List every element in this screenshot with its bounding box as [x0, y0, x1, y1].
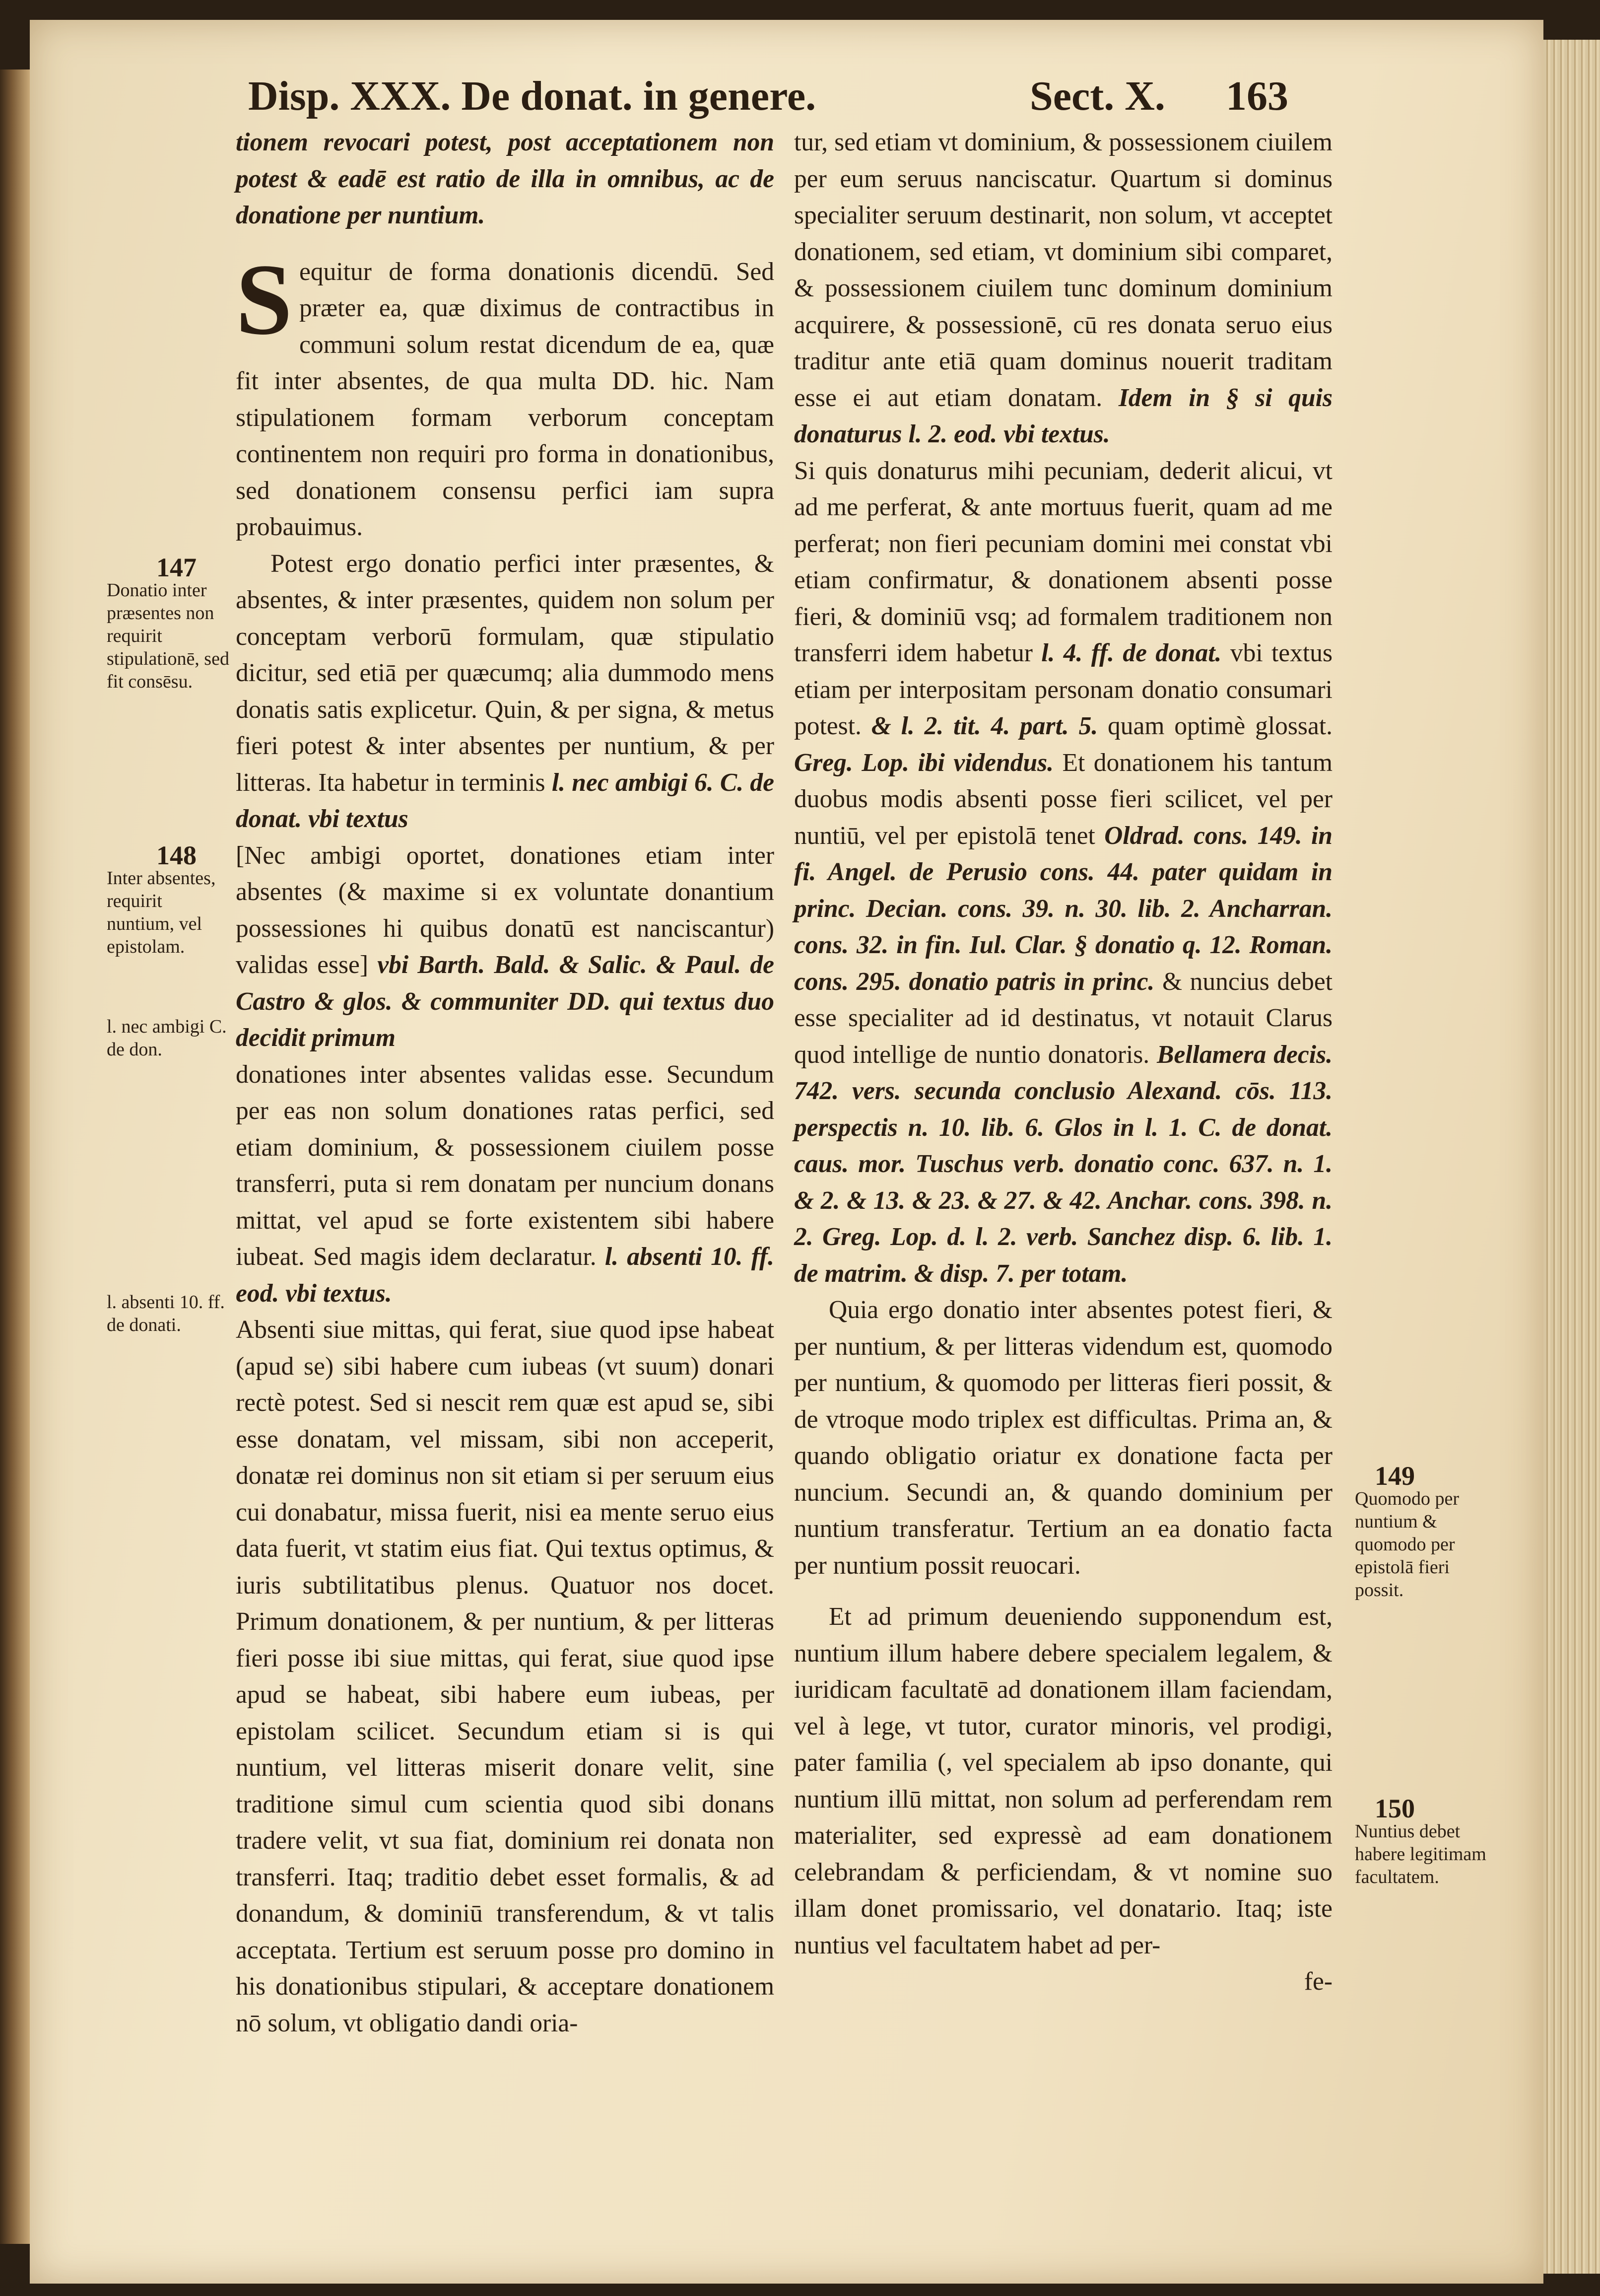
paragraph-right-5-text: Et donationem his tantum duobus modis absenti posse fieri scilicet, vel per nuntiū, vel per epistolā tenet — [794, 748, 1333, 850]
citation: & l. 2. tit. 4. part. 5. — [871, 712, 1098, 740]
margin-number: 147 — [156, 553, 197, 582]
margin-text: l. nec ambigi C. de don. — [107, 1016, 227, 1060]
running-title: Disp. XXX. De donat. in genere. — [248, 73, 816, 119]
quote-text: [Nec ambigi oportet, donationes etiam inter absentes (& maxime si ex voluntate donantium possessiones hi quibus donatū est nanciscantur) validas esse] — [236, 841, 774, 979]
margin-note-150 — [1355, 1794, 1494, 1888]
margin-text: l. absenti 10. ff. de donati. — [107, 1292, 225, 1335]
paragraph-cont-text: donationes inter absentes validas esse. Secundum per eas non solum donationes ratas perfici, sed etiam dominium, & possessionem ciuilem posse transferri, puta si rem donatam per nuncium donans mittat, vel apud se forte existentem sibi habere iubeat. Sed magis idem declaratur. — [236, 1060, 774, 1271]
citation: Oldrad. cons. 149. in fi. Angel. de Perusio cons. 44. pater quidam in princ. Decian. cons. 39. n. 30. lib. 2. Ancharran. cons. 32. in fin. Iul. Clar. § donatio q. 12. Roman. cons. 295. donatio patris in princ. — [794, 821, 1333, 996]
margin-note-148 — [107, 840, 231, 958]
margin-number: 148 — [156, 840, 197, 870]
paragraph-147-text: Potest ergo donatio perfici inter præsentes, & absentes, & inter præsentes, quidem non solum per conceptam verborū formulam, quæ stipulatio dicitur, sed etiā per quæcumq; alia dummodo mens donatis satis explicetur. Quin, & per signa, & metus fieri potest & inter absentes per nuntium, & per litteras. Ita habetur in terminis — [236, 549, 774, 797]
paragraph-150: Et ad primum deueniendo supponendum est, nuntium illum habere debere specialem legalem, & iuridicam facultatē ad donationem illam faciendam, vel à lege, vt tutor, curator minoris, vel prodigi, pater familia (, vel specialem ab ipso donante, qui nuntium illū mittat, non solum ad perferendam rem materialiter, sed expressè ad eam donationem celebrandam & perficiendam, & vt nomine suo illam donet promissario, vel donatario. Itaq; iste nuntius vel facultatem habet ad per- — [794, 1602, 1333, 1959]
left-column — [236, 124, 774, 2041]
paragraph-right-1 — [794, 124, 1333, 453]
margin-number: 150 — [1375, 1794, 1415, 1823]
paragraph-cont — [236, 1056, 774, 1312]
margin-note-149 — [1355, 1461, 1494, 1601]
paragraph-right-3-text: vbi textus etiam per interpositam personam donatio consumari potest. — [794, 639, 1333, 740]
margin-note-nec-ambigi — [107, 1015, 231, 1061]
page-edges-stack — [1543, 40, 1600, 2274]
section-label: Sect. X. — [1030, 73, 1165, 119]
section-heading: tionem revocari potest, post acceptationem non potest & eadē est ratio de illa in omnibus, ac de donatione per nuntium. — [236, 128, 774, 229]
citation: Bellamera decis. 742. vers. secunda conclusio Alexand. cōs. 113. perspectis n. 10. lib. 6. Glos in l. 1. C. de donat. caus. mor. Tuschus verb. donatio conc. 637. n. 1. & 2. & 13. & 23. & 27. & 42. Anchar. cons. 398. n. 2. Greg. Lop. d. l. 2. verb. Sanchez disp. 6. lib. 1. de matrim. & disp. 7. per totam. — [794, 1040, 1333, 1288]
citation: vbi Barth. Bald. & Salic. & Paul. de Castro & glos. & communiter DD. qui textus duo decidit primum — [236, 951, 775, 1052]
citation: l. 4. ff. de donat. — [1041, 639, 1222, 667]
page-header — [248, 72, 1330, 127]
drop-cap: S — [236, 243, 293, 356]
paragraph-quote — [236, 837, 774, 1056]
citation: l. nec ambigi 6. C. de donat. vbi textus — [236, 768, 774, 833]
margin-note-147 — [107, 553, 231, 693]
catchword: fe- — [1304, 1967, 1333, 1996]
citation: Idem in § si quis donaturus l. 2. eod. vbi textus. — [794, 383, 1333, 448]
paragraph-right-6-text: & nuncius debet esse specialiter ad id destinatus, vt notauit Clarus quod intellige de nuntio donatoris. — [794, 967, 1333, 1069]
paragraph-right-4-text: quam optimè glossat. — [1108, 712, 1333, 740]
paragraph-intro — [236, 243, 774, 546]
paragraph-absenti: Absenti siue mittas, qui ferat, siue quod ipse habeat (apud se) sibi habere cum iubeas (vt suum) donari rectè potest. Sed si nescit rem quæ est apud se, sibi esse donatam, vel missam, sibi non acceperit, donatæ rei dominus non sit etiam si per seruum eius cui donabatur, missa fuerit, nisi ea mente seruo eius data fuerit, vt statim eius fiat. Qui textus optimus, & iuris subtilitatibus plenus. Quatuor nos docet. Primum donationem, & per nuntium, & per litteras fieri posse ibi siue mittas, qui ferat, siue quod ipse apud se habeat, sibi habere eum iubeas, per epistolam scilicet. Secundum etiam si is qui nuntium, vel litteras miserit donare velit, sine traditione simul cum scientia quod sibi donans tradere velit, vt sua fiat, dominium rei donata non transferri. Itaq; traditio debet esset formalis, & ad donandum, & dominiū transferendum, & vt talis acceptata. Tertium est seruum posse pro domino in his donationibus stipulari, & acceptare donationem nō solum, vt obligatio dandi oria- — [236, 1316, 774, 2037]
paragraph-147 — [236, 546, 774, 837]
margin-text: Donatio inter præsentes non requirit stipulationē, sed fit consēsu. — [107, 580, 229, 692]
margin-number: 149 — [1375, 1461, 1415, 1491]
paragraph-gap — [794, 1584, 1333, 1599]
paragraph-149: Quia ergo donatio inter absentes potest fieri, & per nuntium, & per litteras videndum est, quomodo per nuntium, & quomodo per litteras fieri possit, & de vtroque modo triplex est difficultas. Prima an, & quando obligatio oriatur ex donatione facta per nuncium. Secundi an, & quando dominium per nuntium transferatur. Tertium an ea donatio facta per nuntium possit reuocari. — [794, 1296, 1333, 1580]
paragraph-right-2 — [794, 453, 1333, 1292]
paragraph-intro-text: equitur de forma donationis dicendū. Sed præter ea, quæ diximus de contractibus in communi solum restat dicendum de ea, quæ fit inter absentes, de qua multa DD. hic. Nam stipulationem formam verborum conceptam continentem non requiri pro forma in donationibus, sed donationem consensu perfici iam supra probauimus. — [236, 257, 774, 541]
citation: l. absenti 10. ff. eod. vbi textus. — [236, 1243, 775, 1308]
margin-text: Nuntius debet habere legitimam facultatem. — [1355, 1821, 1486, 1887]
margin-text: Quomodo per nuntium & quomodo per epistolā fieri possit. — [1355, 1488, 1460, 1600]
right-column — [794, 124, 1333, 2000]
book-left-edge — [0, 70, 30, 2244]
paragraph-right-2-text: Si quis donaturus mihi pecuniam, dederit alicui, vt ad me perferat, & ante mortuus fuerit, quam ad me perferat; non fieri pecuniam domini mei constat vbi etiam confirmatur, & donationem absenti posse fieri, & dominiū vsq; ad formalem traditionem non transferri idem habetur — [794, 456, 1333, 667]
paragraph-right-1-text: tur, sed etiam vt dominium, & possessionem ciuilem per eum seruus nanciscatur. Quartum si dominus specialiter seruum destinarit, non solum, vt acceptet donationem, sed etiam, vt dominium sibi comparet, & possessionem ciuilem tunc dominum dominium acquirere, & possessionē, cū res donata seruo eius traditur ante etiā quam dominus nouerit traditam esse ei aut etiam donatam. — [794, 128, 1333, 412]
citation: Greg. Lop. ibi videndus. — [794, 748, 1054, 777]
page-number: 163 — [1226, 73, 1288, 119]
margin-text: Inter absentes, requirit nuntium, vel epistolam. — [107, 868, 216, 957]
margin-note-absenti — [107, 1291, 231, 1336]
